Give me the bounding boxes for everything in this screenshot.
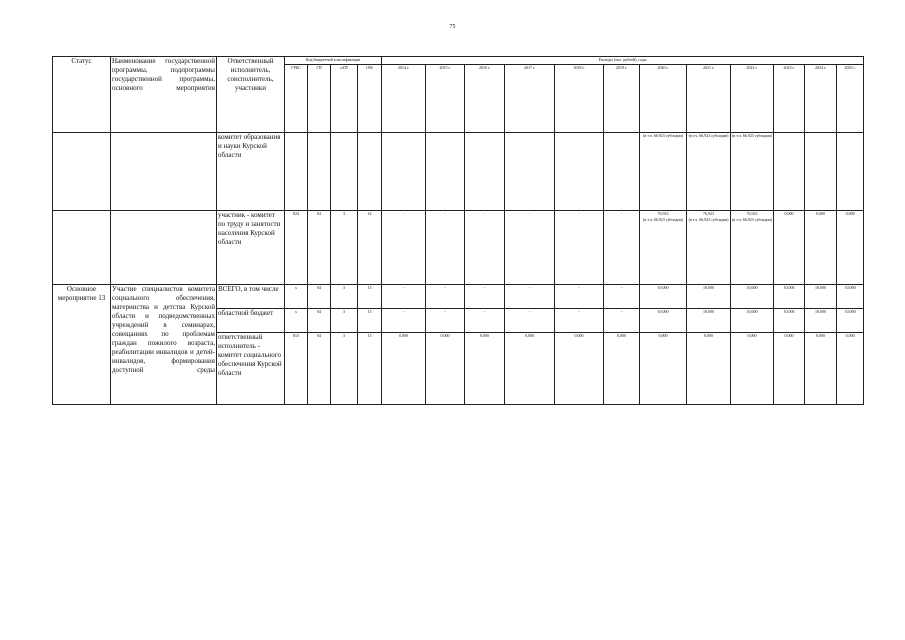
year-cell [382,133,426,211]
year-value: 10,000 [687,309,731,333]
measure-name-cell [111,285,217,405]
measure-name: Участие специалистов комитета социального обеспечения, материнства и детства Курской области и подведомственных учреждений в семинарах, совещаниях по проблемам граждан пожилого возраста, реабилитации инвалидов и детей-инвалидов, формирования доступной среды [112,285,215,374]
code-cell: 3 [331,309,358,333]
year-cell [604,133,640,211]
subsidy-note: (в т.ч. 66,923 субсидии) [640,133,687,211]
subsidy-note: (в т.ч. 66,923 субсидии) [687,133,731,211]
code-cell: 3 [331,285,358,309]
year-value-with-note [640,211,687,285]
header-year: 2017 г. [505,65,555,133]
year-value: 76,923 [746,211,758,216]
header-year: 2014 г. [382,65,426,133]
year-value: - [382,309,426,333]
header-row-1 [53,57,864,65]
year-cell [774,133,805,211]
code-cell [358,133,382,211]
year-value: - [505,211,555,285]
header-year: 2022 г. [731,65,774,133]
responsible-cell: ответственный исполнитель - комитет социального обеспечения Курской области [217,333,285,405]
year-value: 10,000 [774,285,805,309]
year-value: - [465,211,505,285]
year-value: 10,000 [731,309,774,333]
budget-table [52,56,864,405]
responsible-cell: ВСЕГО, в том числе [217,285,285,309]
code-cell: 14 [358,211,382,285]
year-value: 0,000 [837,333,864,405]
code-cell [285,133,308,211]
year-value: 10,000 [640,285,687,309]
code-cell: 3 [331,333,358,405]
year-value: 0,000 [604,333,640,405]
header-responsible: Ответственный исполнитель, соисполнитель, участники [217,57,285,133]
year-value: 10,000 [687,285,731,309]
year-value: - [604,309,640,333]
table-row [53,211,864,285]
code-cell [331,133,358,211]
measure-status: Основное мероприятие 13 [53,285,111,405]
year-cell [555,133,604,211]
year-value: 0,000 [426,333,465,405]
status-cell [53,211,111,285]
year-value: 76,923 [657,211,669,216]
year-value: 76,923 [703,211,715,216]
year-value: 0,000 [837,211,864,285]
year-cell [465,133,505,211]
header-code-pgp: пГП [331,65,358,133]
year-cell [805,133,837,211]
responsible-cell: областной бюджет [217,309,285,333]
subsidy-note: (в т.ч. 66,923 субсидии) [688,217,729,222]
year-value: 10,000 [805,285,837,309]
header-year: 2025 г. [837,65,864,133]
code-cell: 13 [358,285,382,309]
code-cell: 04 [308,309,331,333]
subsidy-note: (в т.ч. 66,923 субсидии) [731,133,774,211]
year-value: - [426,211,465,285]
year-value: - [382,285,426,309]
table-row [53,133,864,211]
code-cell: 824 [285,211,308,285]
code-cell: х [285,285,308,309]
year-value: - [465,285,505,309]
responsible-cell: участник - комитет по труду и занятости населения Курской области [217,211,285,285]
year-value: 0,000 [774,211,805,285]
code-cell: 04 [308,333,331,405]
code-cell [308,133,331,211]
status-cell [53,133,111,211]
code-cell: 04 [308,211,331,285]
year-value: 0,000 [555,333,604,405]
year-value: 0,000 [731,333,774,405]
header-year: 2023 г. [774,65,805,133]
year-value: 10,000 [640,309,687,333]
header-budget-code-group: Код бюджетной классификации [285,57,382,65]
year-value-with-note [687,211,731,285]
code-cell: 3 [331,211,358,285]
code-cell: 13 [358,333,382,405]
year-cell [837,133,864,211]
year-value-with-note [731,211,774,285]
year-value: - [465,309,505,333]
subsidy-note: (в т.ч. 66,923 субсидии) [732,217,773,222]
year-value: 10,000 [837,285,864,309]
year-value: 0,000 [774,333,805,405]
header-year: 2020 г. [640,65,687,133]
year-value: - [426,309,465,333]
year-value: - [505,309,555,333]
year-value: - [604,285,640,309]
name-cell [111,133,217,211]
header-year: 2024 г. [805,65,837,133]
year-value: 0,000 [505,333,555,405]
header-code-om: ОМ [358,65,382,133]
year-value: 10,000 [837,309,864,333]
year-value: 10,000 [774,309,805,333]
year-value: - [426,285,465,309]
header-code-grbs: ГРБС [285,65,308,133]
year-value: 0,000 [805,211,837,285]
responsible-cell: комитет образования и науки Курской области [217,133,285,211]
header-year: 2019 г. [604,65,640,133]
year-cell [426,133,465,211]
page-number: 75 [449,24,456,30]
year-value: 0,000 [465,333,505,405]
year-value: - [604,211,640,285]
year-value: 0,000 [382,333,426,405]
header-year: 2015 г. [426,65,465,133]
header-name: Наименование государственной программы, подпрограммы государственной программы, основного мероприятия [111,57,217,133]
year-value: - [555,309,604,333]
code-cell: 13 [358,309,382,333]
header-status: Статус [53,57,111,133]
year-value: 0,000 [805,333,837,405]
year-value: 0,000 [640,333,687,405]
year-cell [505,133,555,211]
code-cell: 04 [308,285,331,309]
code-cell: х [285,309,308,333]
year-value: 10,000 [805,309,837,333]
header-year: 2018 г. [555,65,604,133]
subsidy-note: (в т.ч. 66,923 субсидии) [643,217,684,222]
year-value: - [382,211,426,285]
name-cell [111,211,217,285]
year-value: - [555,211,604,285]
header-expenses-group: Расходы (тыс. рублей), годы [382,57,864,65]
year-value: 0,000 [687,333,731,405]
header-code-gp: ГП [308,65,331,133]
year-value: - [555,285,604,309]
header-year: 2016 г. [465,65,505,133]
code-cell: 813 [285,333,308,405]
table-row [53,285,864,309]
year-value: 10,000 [731,285,774,309]
header-year: 2021 г. [687,65,731,133]
year-value: - [505,285,555,309]
